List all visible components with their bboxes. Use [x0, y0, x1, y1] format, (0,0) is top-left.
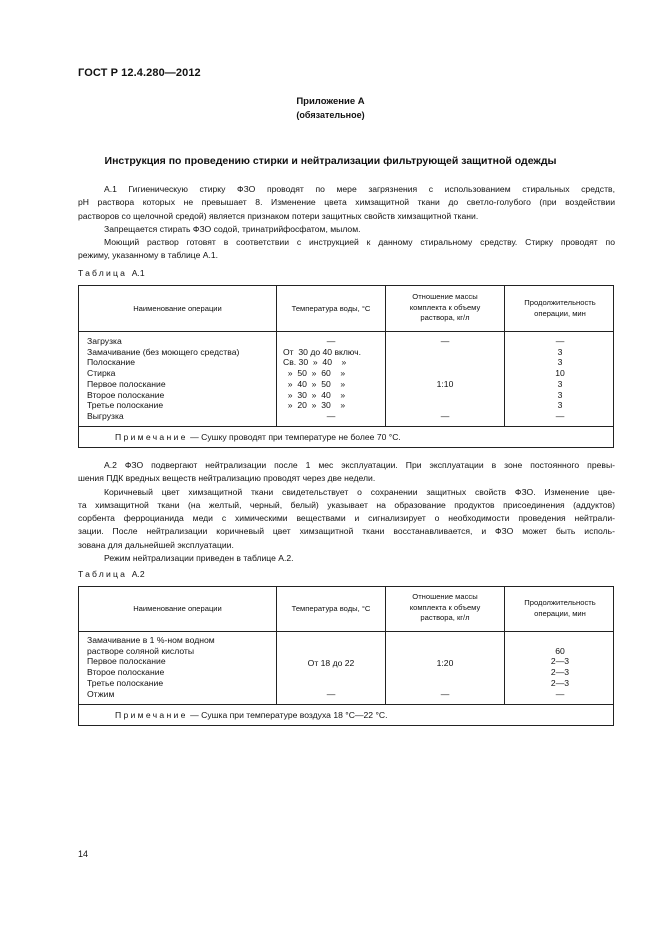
header-operation: Наименование операции	[133, 604, 222, 613]
temperature-cell: —	[326, 688, 336, 699]
note-text: — Сушка при температуре воздуха 18 °С—22 °С.	[187, 710, 388, 720]
header-ratio: Отношение массы комплекта к объему раствора, кг/л	[409, 592, 481, 622]
document-code: ГОСТ Р 12.4.280—2012	[78, 67, 201, 79]
operation-cell: Замачивание в 1 %-ном водном	[87, 635, 215, 645]
duration-cell: 2—3	[550, 667, 570, 678]
instruction-title: Инструкция по проведению стирки и нейтрализации фильтрующей защитной одежды	[104, 155, 557, 167]
paragraph-line: зации. После нейтрализации коричневый цвет химзащитной ткани восстанавливается, и ФЗО может быть исполь-	[78, 526, 615, 537]
table-caption-number: А.2	[131, 569, 145, 579]
operation-cell: Выгрузка	[87, 410, 124, 421]
paragraph-line: сорбента ферроцианида меди с химическими веществами и сигнализирует о необходимости проведения нейтрали-	[78, 513, 615, 524]
operation-cell: Второе полоскание	[87, 667, 165, 678]
duration-cell: —	[555, 336, 565, 346]
operation-cell: Полоскание	[87, 357, 136, 368]
paragraph-line: шения ПДК вредных веществ нейтрализацию проводят через две недели.	[78, 473, 376, 484]
header-ratio: Отношение массы комплекта к объему раствора, кг/л	[409, 292, 481, 322]
temperature-cell: » 30 » 40 »	[283, 389, 346, 400]
duration-cell: 2—3	[550, 656, 570, 667]
temperature-cell: Св. 30 » 40 »	[283, 357, 347, 368]
operation-cell: растворе соляной кислоты	[87, 645, 195, 656]
paragraph-line: Режим нейтрализации приведен в таблице А.2.	[104, 553, 294, 564]
paragraph-line: pH раствора которых не превышает 8. Изменение цвета химзащитной ткани до светло-голубого (при воздействии	[78, 197, 615, 208]
table-caption-word: Таблица	[78, 268, 128, 278]
duration-cell: 10	[555, 368, 565, 379]
table-a1-caption	[78, 268, 145, 278]
header-temperature: Температура воды, °С	[291, 604, 371, 613]
temperature-cell: —	[326, 410, 336, 421]
temperature-cell: » 40 » 50 »	[283, 378, 346, 389]
table-a1-note	[115, 432, 401, 442]
duration-cell: —	[555, 410, 565, 421]
operation-cell: Отжим	[87, 688, 115, 699]
temperature-cell: » 50 » 60 »	[283, 368, 346, 379]
temperature-cell: От 30 до 40 включ.	[283, 346, 362, 357]
note-divider	[79, 426, 613, 427]
header-divider	[79, 631, 613, 632]
header-temperature: Температура воды, °С	[291, 304, 371, 313]
duration-cell: 3	[557, 346, 563, 357]
paragraph-line: Коричневый цвет химзащитной ткани свидетельствует о сохранении защитных свойств ФЗО. Изменение цве-	[104, 486, 615, 497]
paragraph-line: растворов со щелочной средой) является признаком потери защитных свойств химзащитной ткани.	[78, 210, 479, 221]
duration-cell: 3	[557, 378, 563, 389]
duration-cell: 60	[555, 645, 565, 656]
operation-cell: Замачивание (без моющего средства)	[87, 346, 240, 357]
header-duration: Продолжительность операции, мин	[524, 298, 596, 318]
temperature-cell: —	[326, 336, 336, 346]
duration-cell: 3	[557, 400, 563, 411]
header-divider	[79, 331, 613, 332]
operation-cell: Третье полоскание	[87, 400, 164, 411]
ratio-cell: 1:20	[436, 658, 454, 668]
operation-cell: Стирка	[87, 368, 116, 379]
ratio-cell: —	[440, 688, 450, 699]
section-a2	[78, 459, 615, 565]
duration-cell: —	[555, 688, 565, 699]
operation-cell: Третье полоскание	[87, 677, 164, 688]
operation-cell: Второе полоскание	[87, 389, 165, 400]
operation-cell: Загрузка	[87, 336, 122, 346]
note-text: — Сушку проводят при температуре не более 70 °С.	[187, 432, 401, 442]
table-caption-number: А.1	[131, 268, 145, 278]
table-a2-caption	[78, 569, 145, 579]
table-a1	[78, 285, 614, 448]
header-operation: Наименование операции	[133, 304, 222, 313]
temperature-cell: От 18 до 22	[307, 658, 355, 668]
ratio-cell: —	[440, 410, 450, 421]
note-divider	[79, 704, 613, 705]
paragraph-line: А.2 ФЗО подвергают нейтрализации после 1 мес эксплуатации. При эксплуатации в зоне постоянного превы-	[104, 460, 615, 470]
paragraph-line: Моющий раствор готовят в соответствии с инструкцией к данному стиральному средству. Стирку проводят по	[104, 237, 615, 248]
ratio-cell: —	[440, 336, 450, 346]
duration-cell: 2—3	[550, 677, 570, 688]
ratio-cell: 1:10	[436, 378, 454, 389]
section-a1	[78, 183, 615, 263]
table-caption-word: Таблица	[78, 569, 128, 579]
header-duration: Продолжительность операции, мин	[524, 598, 596, 618]
paragraph-line: А.1 Гигиеническую стирку ФЗО проводят по мере загрязнения с использованием стиральных средств,	[104, 184, 615, 194]
paragraph-line: та химзащитной ткани (на желтый, черный, белый) указывает на образование продуктов присоединения (аддуктов)	[78, 499, 615, 510]
column-divider	[385, 286, 386, 427]
operation-cell: Первое полоскание	[87, 656, 166, 667]
annex-title: Приложение А	[296, 96, 365, 107]
note-label: Примечание	[115, 432, 188, 442]
duration-cell: 3	[557, 389, 563, 400]
paragraph-line: Запрещается стирать ФЗО содой, тринатрийфосфатом, мылом.	[104, 223, 361, 234]
operation-cell: Первое полоскание	[87, 378, 166, 389]
temperature-cell: » 20 » 30 »	[283, 400, 346, 411]
note-label: Примечание	[115, 710, 188, 720]
table-a2-note	[115, 710, 388, 720]
page-number: 14	[78, 849, 89, 859]
paragraph-line: режиму, указанному в таблице А.1.	[78, 250, 219, 261]
column-divider	[385, 587, 386, 705]
annex-status: (обязательное)	[296, 110, 365, 120]
duration-cell: 3	[557, 357, 563, 368]
table-a2	[78, 586, 614, 726]
paragraph-line: зована для дальнейшей эксплуатации.	[78, 539, 234, 550]
